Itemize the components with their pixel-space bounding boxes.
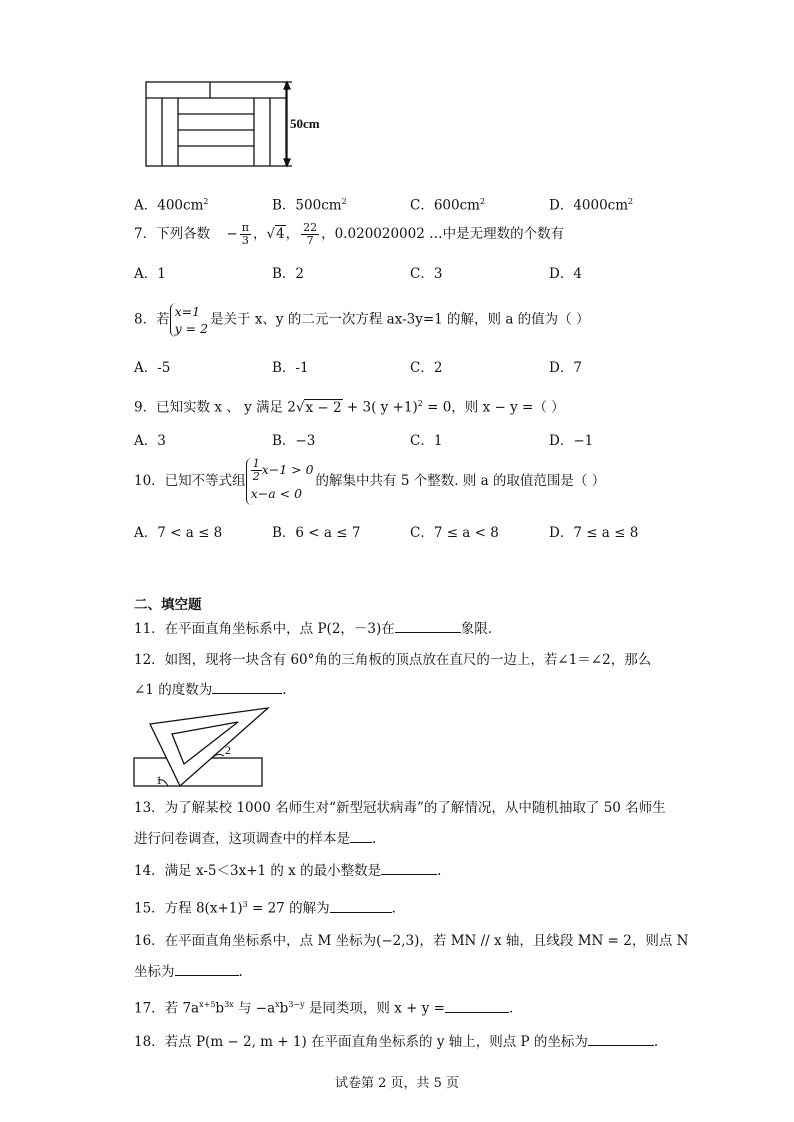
question-12-line2: ∠1 的度数为 . [134,679,287,700]
section-title: 二、填空题 [134,597,202,613]
outer-rectangle [146,82,286,166]
dimension-label: 50cm [290,116,320,131]
question-11: 11．在平面直角坐标系中，点 P(2，－3)在 象限. [134,618,492,639]
q10-option-a: A．7 < a ≤ 8 [134,525,223,541]
question-13-line2: 进行问卷调查，这项调查中的样本是 . [134,828,376,849]
q10-option-d: D．7 ≤ a ≤ 8 [549,525,639,541]
q9-option-a: A．3 [134,433,166,449]
q10-option-c: C．7 ≤ a < 8 [410,525,499,541]
q6-option-c: C．$600cm^2$ [410,197,486,214]
q6-option-b: B．$500cm^2$ [272,197,347,214]
q9-option-d: D．−1 [549,433,594,449]
question-8: 8．若 x=1 y = 2 是关于 x、y 的二元一次方程 ax-3y=1 的解，则 a 的值为（ ） [134,304,590,336]
q8-option-b: B．-1 [272,360,309,376]
question-7: 7．下列各数 − $\frac{\pi}{3}$ ，√4， $\frac{22}{7}$ ，0.020020002 …中是无理数的个数有 [134,221,565,247]
q6-option-d: D．$4000cm^2$ [549,197,634,214]
q8-option-d: D．7 [549,360,582,376]
question-16-line2: 坐标为 . [134,961,243,982]
q7-option-c: C．3 [410,266,443,282]
angle-1-label: 1 [156,773,162,787]
question-12-line1: 12．如图，现将一块含有 60°角的三角板的顶点放在直尺的一边上，若∠1＝∠2，那么 [134,652,652,668]
q7-option-a: A．1 [134,266,166,282]
q7-option-d: D．4 [549,266,582,282]
q9-option-c: C．1 [410,433,443,449]
question-17: 17．若 $7a^{x+5}b^{3x}$ 与 $-a^xb^{3-y}$ 是同类项，则 x + y = . [134,995,513,1019]
question-13-line1: 13．为了解某校 1000 名师生对“新型冠状病毒”的了解情况，从中随机抽取了 50 名师生 [134,800,666,816]
question-10: 10．已知不等式组 $\frac{1}{2}$ x−1 > 0 x−a < 0 的解集中共有 5 个整数. 则 a 的取值范围是（ ） [134,458,605,505]
question-15: 15．方程 $8(x+1)^3 = 27$ 的解为 . [134,895,396,919]
rectangle-figure [140,76,340,172]
q8-option-c: C．2 [410,360,443,376]
question-18: 18．若点 P(m − 2, m + 1) 在平面直角坐标系的 y 轴上，则点 P 的坐标为 . [134,1031,658,1052]
page-footer: 试卷第 2 页，共 5 页 [334,1076,460,1091]
q10-option-b: B．6 < a ≤ 7 [272,525,361,541]
q8-option-a: A．-5 [134,360,171,376]
q9-option-b: B．−3 [272,433,316,449]
question-9: 9．已知实数 x 、 y 满足 2√x − 2 + 3( y +1)$^2$ = 0，则 x − y =（ ） [134,399,565,416]
triangle-ruler-figure [128,702,278,792]
q6-option-a: A．$400cm^2$ [134,197,209,214]
question-16-line1: 16．在平面直角坐标系中，点 M 坐标为(−2,3)，若 MN // x 轴，且线段 MN = 2，则点 N [134,933,689,949]
q7-option-b: B．2 [272,266,305,282]
angle-2-label: 2 [225,743,231,757]
question-14: 14．满足 x-5＜3x+1 的 x 的最小整数是 . [134,860,441,881]
